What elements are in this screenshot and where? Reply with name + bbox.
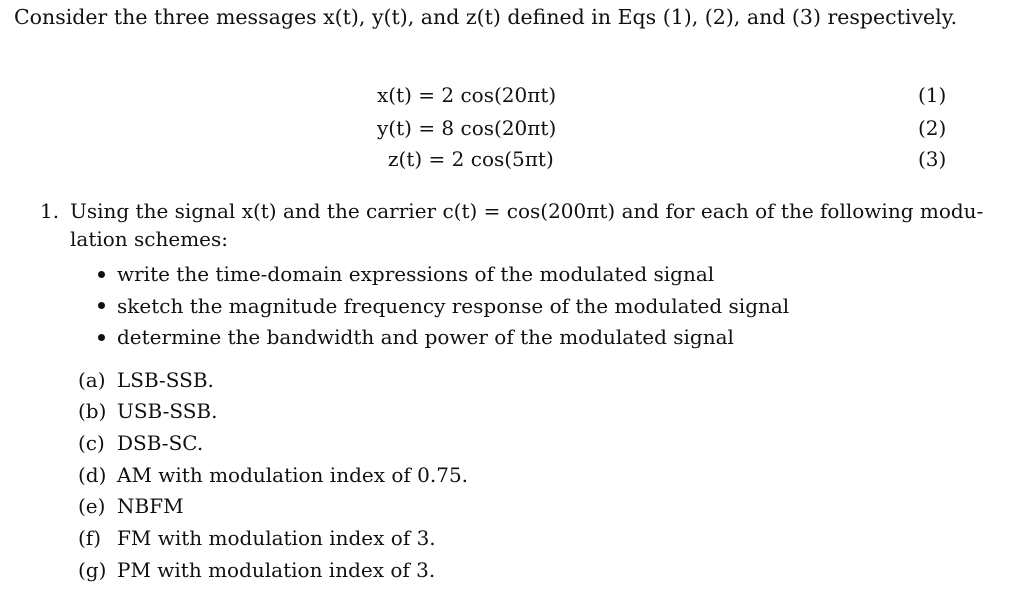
bullet-dot-icon: [98, 271, 105, 278]
subitem-label-c: (c): [78, 431, 105, 455]
subitem-text-c: DSB-SC.: [117, 431, 204, 455]
equation-1: [377, 85, 556, 105]
subitem-text-g: PM with modulation index of 3.: [117, 558, 436, 582]
bullet-item-3: determine the bandwidth and power of the modulated signal: [117, 325, 734, 349]
subitem-label-e: (e): [78, 494, 106, 518]
equation-2-lhs: y(t): [377, 116, 412, 140]
equation-2-rhs: = 8 cos(20πt): [418, 116, 557, 140]
question-text-line-2: lation schemes:: [70, 227, 229, 251]
equation-2: [377, 118, 556, 138]
subitem-label-b: (b): [78, 399, 107, 423]
subitem-label-d: (d): [78, 463, 107, 487]
intro-paragraph: Consider the three messages x(t), y(t), and z(t) defined in Eqs (1), (2), and (3) respectively.: [14, 5, 958, 29]
equation-number-2: (2): [918, 116, 947, 140]
equation-1-rhs: = 2 cos(20πt): [418, 83, 557, 107]
equation-number-3: (3): [918, 147, 947, 171]
question-number: 1.: [40, 199, 60, 223]
subitem-label-f: (f): [78, 526, 102, 550]
bullet-dot-icon: [98, 302, 105, 309]
bullet-item-2: sketch the magnitude frequency response of the modulated signal: [117, 294, 790, 318]
subitem-text-a: LSB-SSB.: [117, 368, 214, 392]
equation-number-1: (1): [918, 83, 947, 107]
subitem-label-a: (a): [78, 368, 106, 392]
bullet-dot-icon: [98, 334, 105, 341]
equation-3-rhs: = 2 cos(5πt): [428, 147, 554, 171]
equation-1-lhs: x(t): [377, 83, 412, 107]
subitem-text-b: USB-SSB.: [117, 399, 218, 423]
subitem-text-d: AM with modulation index of 0.75.: [117, 463, 469, 487]
equation-3: [388, 149, 554, 169]
bullet-item-1: write the time-domain expressions of the modulated signal: [117, 262, 715, 286]
subitem-text-e: NBFM: [117, 494, 184, 518]
question-text-line-1: Using the signal x(t) and the carrier c(t) = cos(200πt) and for each of the following modu-: [70, 199, 984, 223]
equation-3-lhs: z(t): [388, 147, 423, 171]
subitem-label-g: (g): [78, 558, 107, 582]
subitem-text-f: FM with modulation index of 3.: [117, 526, 436, 550]
